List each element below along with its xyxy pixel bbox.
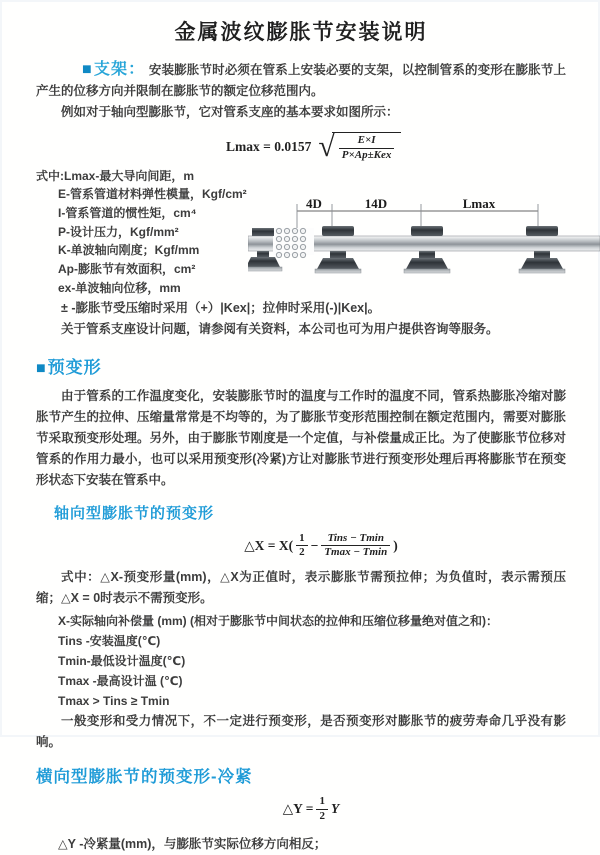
axial-formula-lhs: △X = X( xyxy=(244,537,294,553)
half-numerator: 1 xyxy=(319,795,325,807)
bellows-icon xyxy=(273,228,314,258)
axial-explanation: 式中：△X-预变形量(mm)，△X为正值时，表示膨胀节需预拉伸；为负值时，表示需预压缩；△X = 0时表示不需预变形。 xyxy=(36,570,566,605)
square-bullet-icon: ■ xyxy=(82,61,93,78)
lmax-formula-radicand xyxy=(332,132,402,163)
lmax-fraction-numerator: E×I xyxy=(357,134,376,146)
one-half-fraction xyxy=(316,795,328,824)
axial-definition-list xyxy=(36,611,566,711)
support-heading-label: 支架： xyxy=(93,61,146,78)
temperature-denominator: Tmax − Tmin xyxy=(321,545,390,560)
formula-variable: K-单波轴向刚度；Kgf/mm xyxy=(58,243,200,258)
support-section-heading xyxy=(82,61,145,78)
dimension-label-lmax: Lmax xyxy=(462,197,496,211)
definition-item: X-实际轴向补偿量 (mm) (相对于膨胀节中间状态的拉伸和压缩位移量绝对值之和)： xyxy=(58,614,498,628)
variables-and-diagram-block xyxy=(36,167,566,298)
one-half-fraction xyxy=(296,532,308,561)
lateral-subsection-heading: 横向型膨胀节的预变形-冷紧 xyxy=(36,768,253,786)
dimension-label-4d: 4D xyxy=(306,197,322,211)
half-numerator: 1 xyxy=(299,531,305,544)
lmax-fraction xyxy=(339,134,395,163)
formula-variable: Ap-膨胀节有效面积，cm² xyxy=(58,262,196,277)
lmax-fraction-denominator: P×Ap±Kex xyxy=(339,148,395,163)
formula-variable: ex-单波轴向位移，mm xyxy=(58,280,181,295)
axial-note: 一般变形和受力情况下，不一定进行预变形，是否预变形对膨胀节的疲劳寿命几乎没有影响。 xyxy=(36,714,566,749)
pre-deformation-heading-label: 预变形 xyxy=(47,357,102,377)
half-denominator: 2 xyxy=(316,809,328,824)
axial-subsection-heading: 轴向型膨胀节的预变形 xyxy=(54,504,215,522)
definition-item: Tmin-最低设计温度(℃) xyxy=(58,654,186,668)
lateral-formula-rhs: Y xyxy=(330,801,340,817)
pre-deformation-section-heading xyxy=(36,353,566,378)
axial-formula xyxy=(76,532,566,561)
minus-operator: − xyxy=(310,537,319,553)
consult-note-line: 关于管系支座设计问题，请参阅有关资料，本公司也可为用户提供咨询等服务。 xyxy=(61,321,499,336)
lmax-formula-lhs: Lmax = 0.0157 xyxy=(226,139,312,155)
formula-variable: P-设计压力，Kgf/mm² xyxy=(58,224,179,239)
axial-formula-rhs: ) xyxy=(393,537,398,553)
square-bullet-icon: ■ xyxy=(36,359,47,377)
dimension-label-14d: 14D xyxy=(364,197,388,211)
temperature-fraction xyxy=(321,532,390,561)
formula-variable: 式中:Lmax-最大导向间距，m xyxy=(36,168,195,183)
support-intro-text: 安装膨胀节时必须在管系上安装必要的支架，以控制管系的变形在膨胀节上产生的位移方向并限制在膨胀节的额定位移范围内。 xyxy=(36,63,566,98)
pipe-support-diagram xyxy=(248,198,600,293)
page-title: 金属波纹膨胀节安装说明 xyxy=(174,21,428,44)
lateral-formula-lhs: △Y = xyxy=(282,801,314,817)
definition-item: Tmax -最高设计温 (℃) xyxy=(58,674,183,688)
lateral-formula xyxy=(56,795,566,824)
support-example-line: 例如对于轴向型膨胀节，它对管系支座的基本要求如图所示： xyxy=(61,105,399,119)
sqrt-radical-icon: √ xyxy=(318,130,335,164)
pre-deformation-body: 由于管系的工作温度变化，安装膨胀节时的温度与工作时的温度不同，管系热膨胀冷缩对膨胀节产生的拉伸、压缩量常常是不均等的，为了膨胀节变形范围控制在额定范围内，需要对膨胀节采取预变形处理。另外，由于膨胀节刚度是一个定值，与补偿量成正比。为了使膨胀节位移对管系的作用力最小，也可以采用预变形(冷紧)方让对膨胀节进行预变形处理后再将膨胀节在预变形状态下安装在管系中。 xyxy=(36,388,566,487)
half-denominator: 2 xyxy=(296,545,308,560)
temperature-numerator: Tins − Tmin xyxy=(327,531,384,544)
support-intro-paragraph xyxy=(36,59,566,102)
formula-variable: I-管系管道的惯性矩，cm⁴ xyxy=(58,205,197,220)
lateral-definition: △Y -冷紧量(mm)，与膨胀节实际位移方向相反； xyxy=(58,836,327,851)
formula-variable: E-管系管道材料弹性模量，Kgf/cm² xyxy=(58,187,247,202)
definition-item: Tins -安装温度(℃) xyxy=(58,634,161,648)
lmax-formula xyxy=(226,132,566,163)
pm-note-line: ± -膨胀节受压缩时采用（+）|Kex|；拉伸时采用(-)|Kex|。 xyxy=(61,300,381,315)
definition-item: Tmax > Tins ≥ Tmin xyxy=(58,694,170,708)
